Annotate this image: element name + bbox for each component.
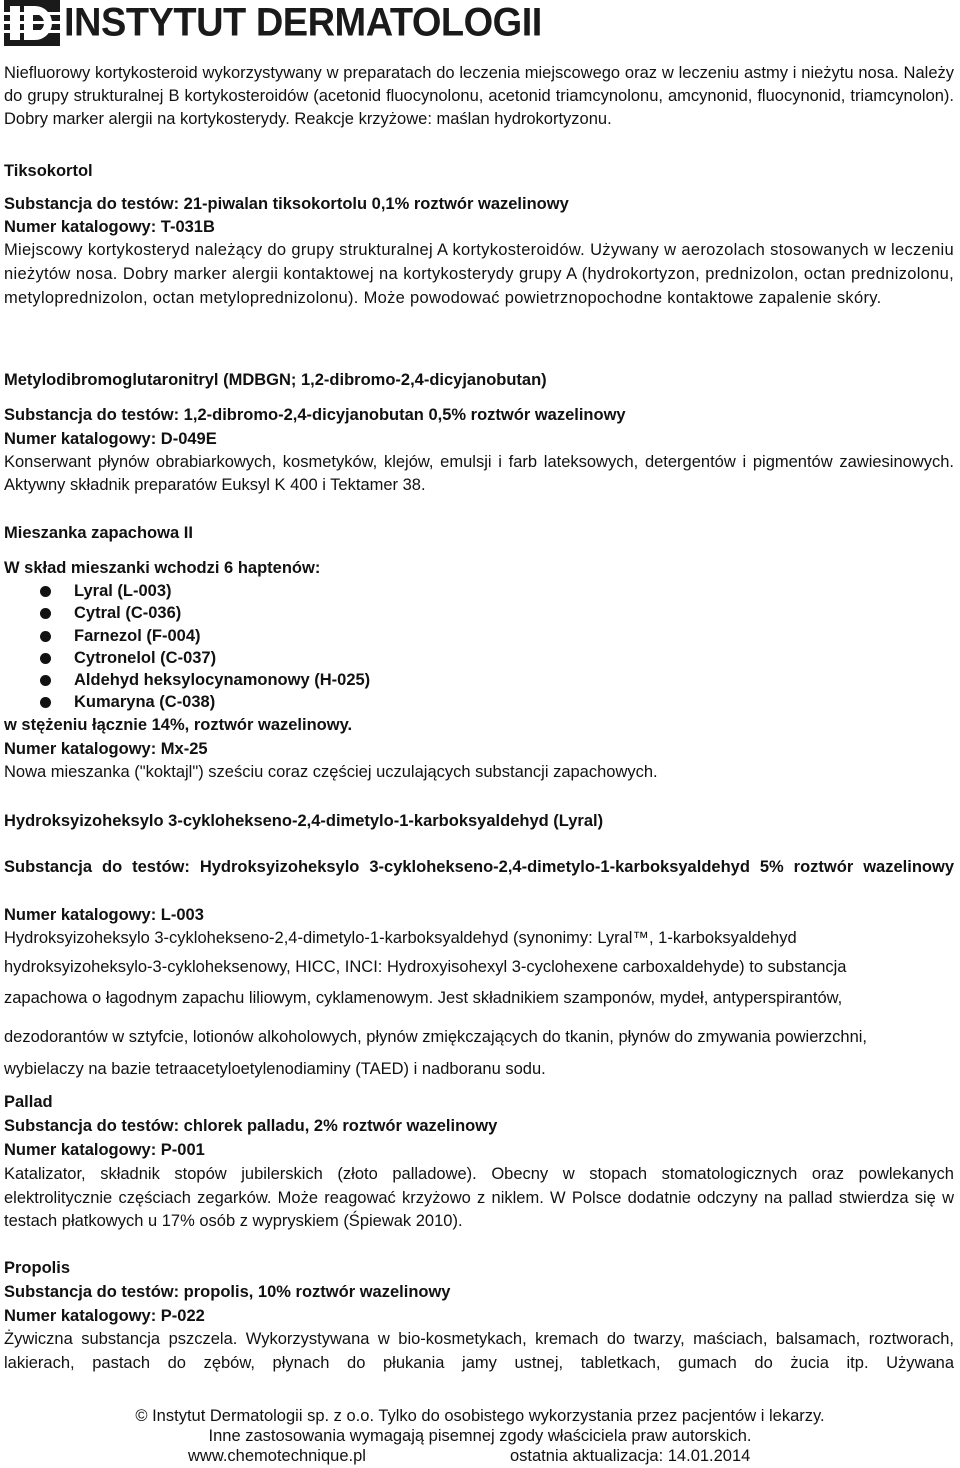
hapten-list (4, 580, 370, 714)
catalog-mdbgn: Numer katalogowy: D-049E (4, 430, 217, 448)
catalog-fragrance-mix: Numer katalogowy: Mx-25 (4, 740, 208, 758)
footer-copyright: © Instytut Dermatologii sp. z o.o. Tylko do osobistego wykorzystania przez pacjentów i lekarzy. (135, 1407, 825, 1425)
list-item: Lyral (L-003) (4, 580, 370, 602)
bullet-icon (40, 697, 51, 708)
section-title-fragrance-mix: Mieszanka zapachowa II (4, 524, 193, 542)
section-title-propolis: Propolis (4, 1259, 71, 1277)
catalog-tiksokortol: Numer katalogowy: T-031B (4, 218, 215, 236)
footer-last-updated: ostatnia aktualizacja: 14.01.2014 (510, 1447, 751, 1465)
catalog-propolis: Numer katalogowy: P-022 (4, 1307, 205, 1325)
substance-lyral: Substancja do testów: Hydroksyizoheksylo 3-cyklohekseno-2,4-dimetylo-1-karboksyaldehyd 5% roztwór wazelinowy (4, 858, 954, 876)
section-title-lyral: Hydroksyizoheksylo 3-cyklohekseno-2,4-dimetylo-1-karboksyaldehyd (Lyral) (4, 812, 604, 830)
list-item: Farnezol (F-004) (4, 625, 370, 647)
footer-meta (0, 1446, 960, 1468)
logo-text: INSTYTUT DERMATOLOGII (64, 0, 542, 46)
substance-tiksokortol: Substancja do testów: 21-piwalan tiksokortolu 0,1% roztwór wazelinowy (4, 195, 569, 213)
bullet-icon (40, 653, 51, 664)
substance-pallad: Substancja do testów: chlorek palladu, 2% roztwór wazelinowy (4, 1117, 498, 1135)
description-tiksokortol: Miejscowy kortykosteryd należący do grupy strukturalnej A kortykosteroidów. Używany w aerozolach stosowanych w leczeniu nieżytów nosa. Dobry marker alergii kontaktowej na kortykosterydy grupy A (hydrokortyzon, prednizolon, octan prednizolonu, metyloprednizolon, octan metyloprednizolonu). Może powodować powietrznopochodne kontaktowe zapalenie skóry. (4, 241, 954, 307)
list-item: Cytronelol (C-037) (4, 647, 370, 669)
description-propolis: Żywiczna substancja pszczela. Wykorzystywana w bio-kosmetykach, kremach do twarzy, maściach, balsamach, roztworach, lakierach, pastach do zębów, płynach do płukania jamy ustnej, tabletkach, gumach do żucia itp. Używana (4, 1330, 954, 1372)
section-title-pallad: Pallad (4, 1093, 53, 1111)
footer-permissions: Inne zastosowania wymagają pisemnej zgody właściciela praw autorskich. (208, 1427, 752, 1445)
bullet-icon (40, 586, 51, 597)
lyral-line-2: hydroksyizoheksylo-3-cykloheksenowy, HICC, INCI: Hydroxyisohexyl 3-cyclohexene carboxaldehyde) to substancja (4, 958, 847, 976)
section-title-tiksokortol: Tiksokortol (4, 162, 93, 180)
description-mdbgn: Konserwant płynów obrabiarkowych, kosmetyków, klejów, emulsji i farb lateksowych, detergentów i pigmentów zawiesinowych. Aktywny składnik preparatów Euksyl K 400 i Tektamer 38. (4, 453, 954, 494)
bullet-icon (40, 631, 51, 642)
section-title-mdbgn: Metylodibromoglutaronitryl (MDBGN; 1,2-dibromo-2,4-dicyjanobutan) (4, 371, 547, 389)
description-fragrance-mix: Nowa mieszanka ("koktajl") sześciu coraz częściej uczulających substancji zapachowych. (4, 763, 658, 781)
lyral-line-1: Hydroksyizoheksylo 3-cyklohekseno-2,4-dimetylo-1-karboksyaldehyd (synonimy: Lyral™, 1-karboksyaldehyd (4, 929, 797, 947)
list-item: Kumaryna (C-038) (4, 691, 370, 713)
intro-paragraph: Niefluorowy kortykosteroid wykorzystywany w preparatach do leczenia miejscowego oraz w leczeniu astmy i nieżytu nosa. Należy do grupy strukturalnej B kortykosteroidów (acetonid fluocynolonu, acetonid triamcynolonu, amcynonid, fluocynonid, triamcynolon). Dobry marker alergii na kortykosterydy. Reakcje krzyżowe: maślan hydrokortyzonu. (4, 64, 954, 128)
header-logo (4, 0, 542, 46)
bullet-icon (40, 675, 51, 686)
substance-propolis: Substancja do testów: propolis, 10% roztwór wazelinowy (4, 1283, 451, 1301)
logo-mark-icon (4, 0, 60, 46)
fragrance-mix-intro: W skład mieszanki wchodzi 6 haptenów: (4, 559, 321, 577)
catalog-pallad: Numer katalogowy: P-001 (4, 1141, 205, 1159)
bullet-icon (40, 608, 51, 619)
list-item: Aldehyd heksylocynamonowy (H-025) (4, 669, 370, 691)
lyral-line-3: zapachowa o łagodnym zapachu liliowym, cyklamenowym. Jest składnikiem szamponów, mydeł, antyperspirantów, (4, 989, 843, 1007)
footer-website-link[interactable]: www.chemotechnique.pl (188, 1447, 366, 1465)
substance-mdbgn: Substancja do testów: 1,2-dibromo-2,4-dicyjanobutan 0,5% roztwór wazelinowy (4, 406, 626, 424)
lyral-line-4: dezodorantów w sztyfcie, lotionów alkoholowych, płynów zmiękczających do tkanin, płynów do zmywania powierzchni, (4, 1028, 867, 1046)
catalog-lyral: Numer katalogowy: L-003 (4, 906, 204, 924)
list-item: Cytral (C-036) (4, 602, 370, 624)
fragrance-mix-concentration: w stężeniu łącznie 14%, roztwór wazelinowy. (4, 716, 353, 734)
lyral-line-5: wybielaczy na bazie tetraacetyloetylenodiaminy (TAED) i nadboranu sodu. (4, 1060, 546, 1078)
description-pallad: Katalizator, składnik stopów jubilerskich (złoto palladowe). Obecny w stopach stomatologicznych oraz powlekanych elektrolitycznie częściach zegarków. Może reagować krzyżowo z niklem. W Polsce dodatnie odczyny na pallad stwierdza się w testach płatkowych u 17% osób z wypryskiem (Śpiewak 2010). (4, 1165, 954, 1230)
